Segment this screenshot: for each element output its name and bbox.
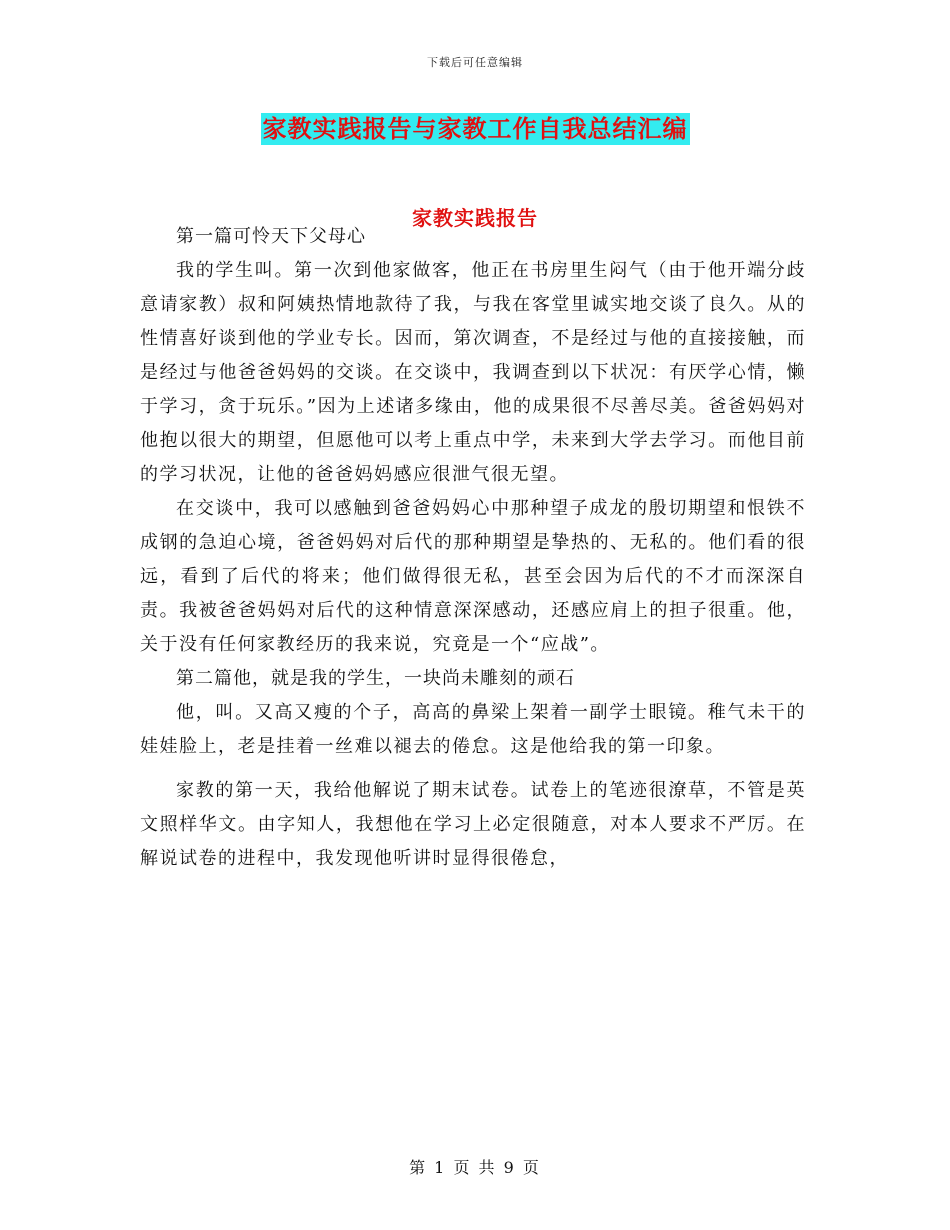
section-title: 家教实践报告 (412, 206, 538, 230)
paragraph-spacer (140, 764, 806, 774)
paragraph: 我的学生叫。第一次到他家做客，他正在书房里生闷气（由于他开端分歧意请家教）叔和阿姨热情地款待了我，与我在客堂里诚实地交谈了良久。从的性情喜好谈到他的学业专长。因而，第次调查，不是经过与他的直接接触，而是经过与他爸爸妈妈的交谈。在交谈中，我调查到以下状况：有厌学心情，懒于学习，贪于玩乐。”因为上述诸多缘由，他的成果很不尽善尽美。爸爸妈妈对他抱以很大的期望，但愿他可以考上重点中学，未来到大学去学习。而他目前的学习状况，让他的爸爸妈妈感应很泄气很无望。 (140, 260, 806, 485)
main-title-container (0, 113, 950, 145)
document-body (140, 220, 806, 876)
page-header-note: 下载后可任意编辑 (427, 56, 523, 69)
page-footer: 第 1 页 共 9 页 (409, 1158, 541, 1177)
paragraph: 他，叫。又高又瘦的个子，高高的鼻梁上架着一副学士眼镜。稚气未干的娃娃脸上，老是挂着一丝难以褪去的倦怠。这是他给我的第一印象。 (140, 702, 806, 757)
main-title: 家教实践报告与家教工作自我总结汇编 (262, 114, 688, 143)
paragraph: 家教的第一天，我给他解说了期末试卷。试卷上的笔迹很潦草，不管是英文照样华文。由字知人，我想他在学习上必定很随意，对本人要求不严厉。在解说试卷的进程中，我发现他听讲时显得很倦怠， (140, 780, 806, 869)
chapter-heading-1: 第一篇可怜天下父母心 (176, 226, 366, 247)
chapter-heading-2: 第二篇他，就是我的学生，一块尚未雕刻的顽石 (176, 668, 575, 689)
paragraph: 在交谈中，我可以感触到爸爸妈妈心中那种望子成龙的殷切期望和恨铁不成钢的急迫心境，爸爸妈妈对后代的那种期望是挚热的、无私的。他们看的很远，看到了后代的将来；他们做得很无私，甚至会因为后代的不才而深深自责。我被爸爸妈妈对后代的这种情意深深感动，还感应肩上的担子很重。他，关于没有任何家教经历的我来说，究竟是一个“应战”。 (140, 498, 806, 655)
